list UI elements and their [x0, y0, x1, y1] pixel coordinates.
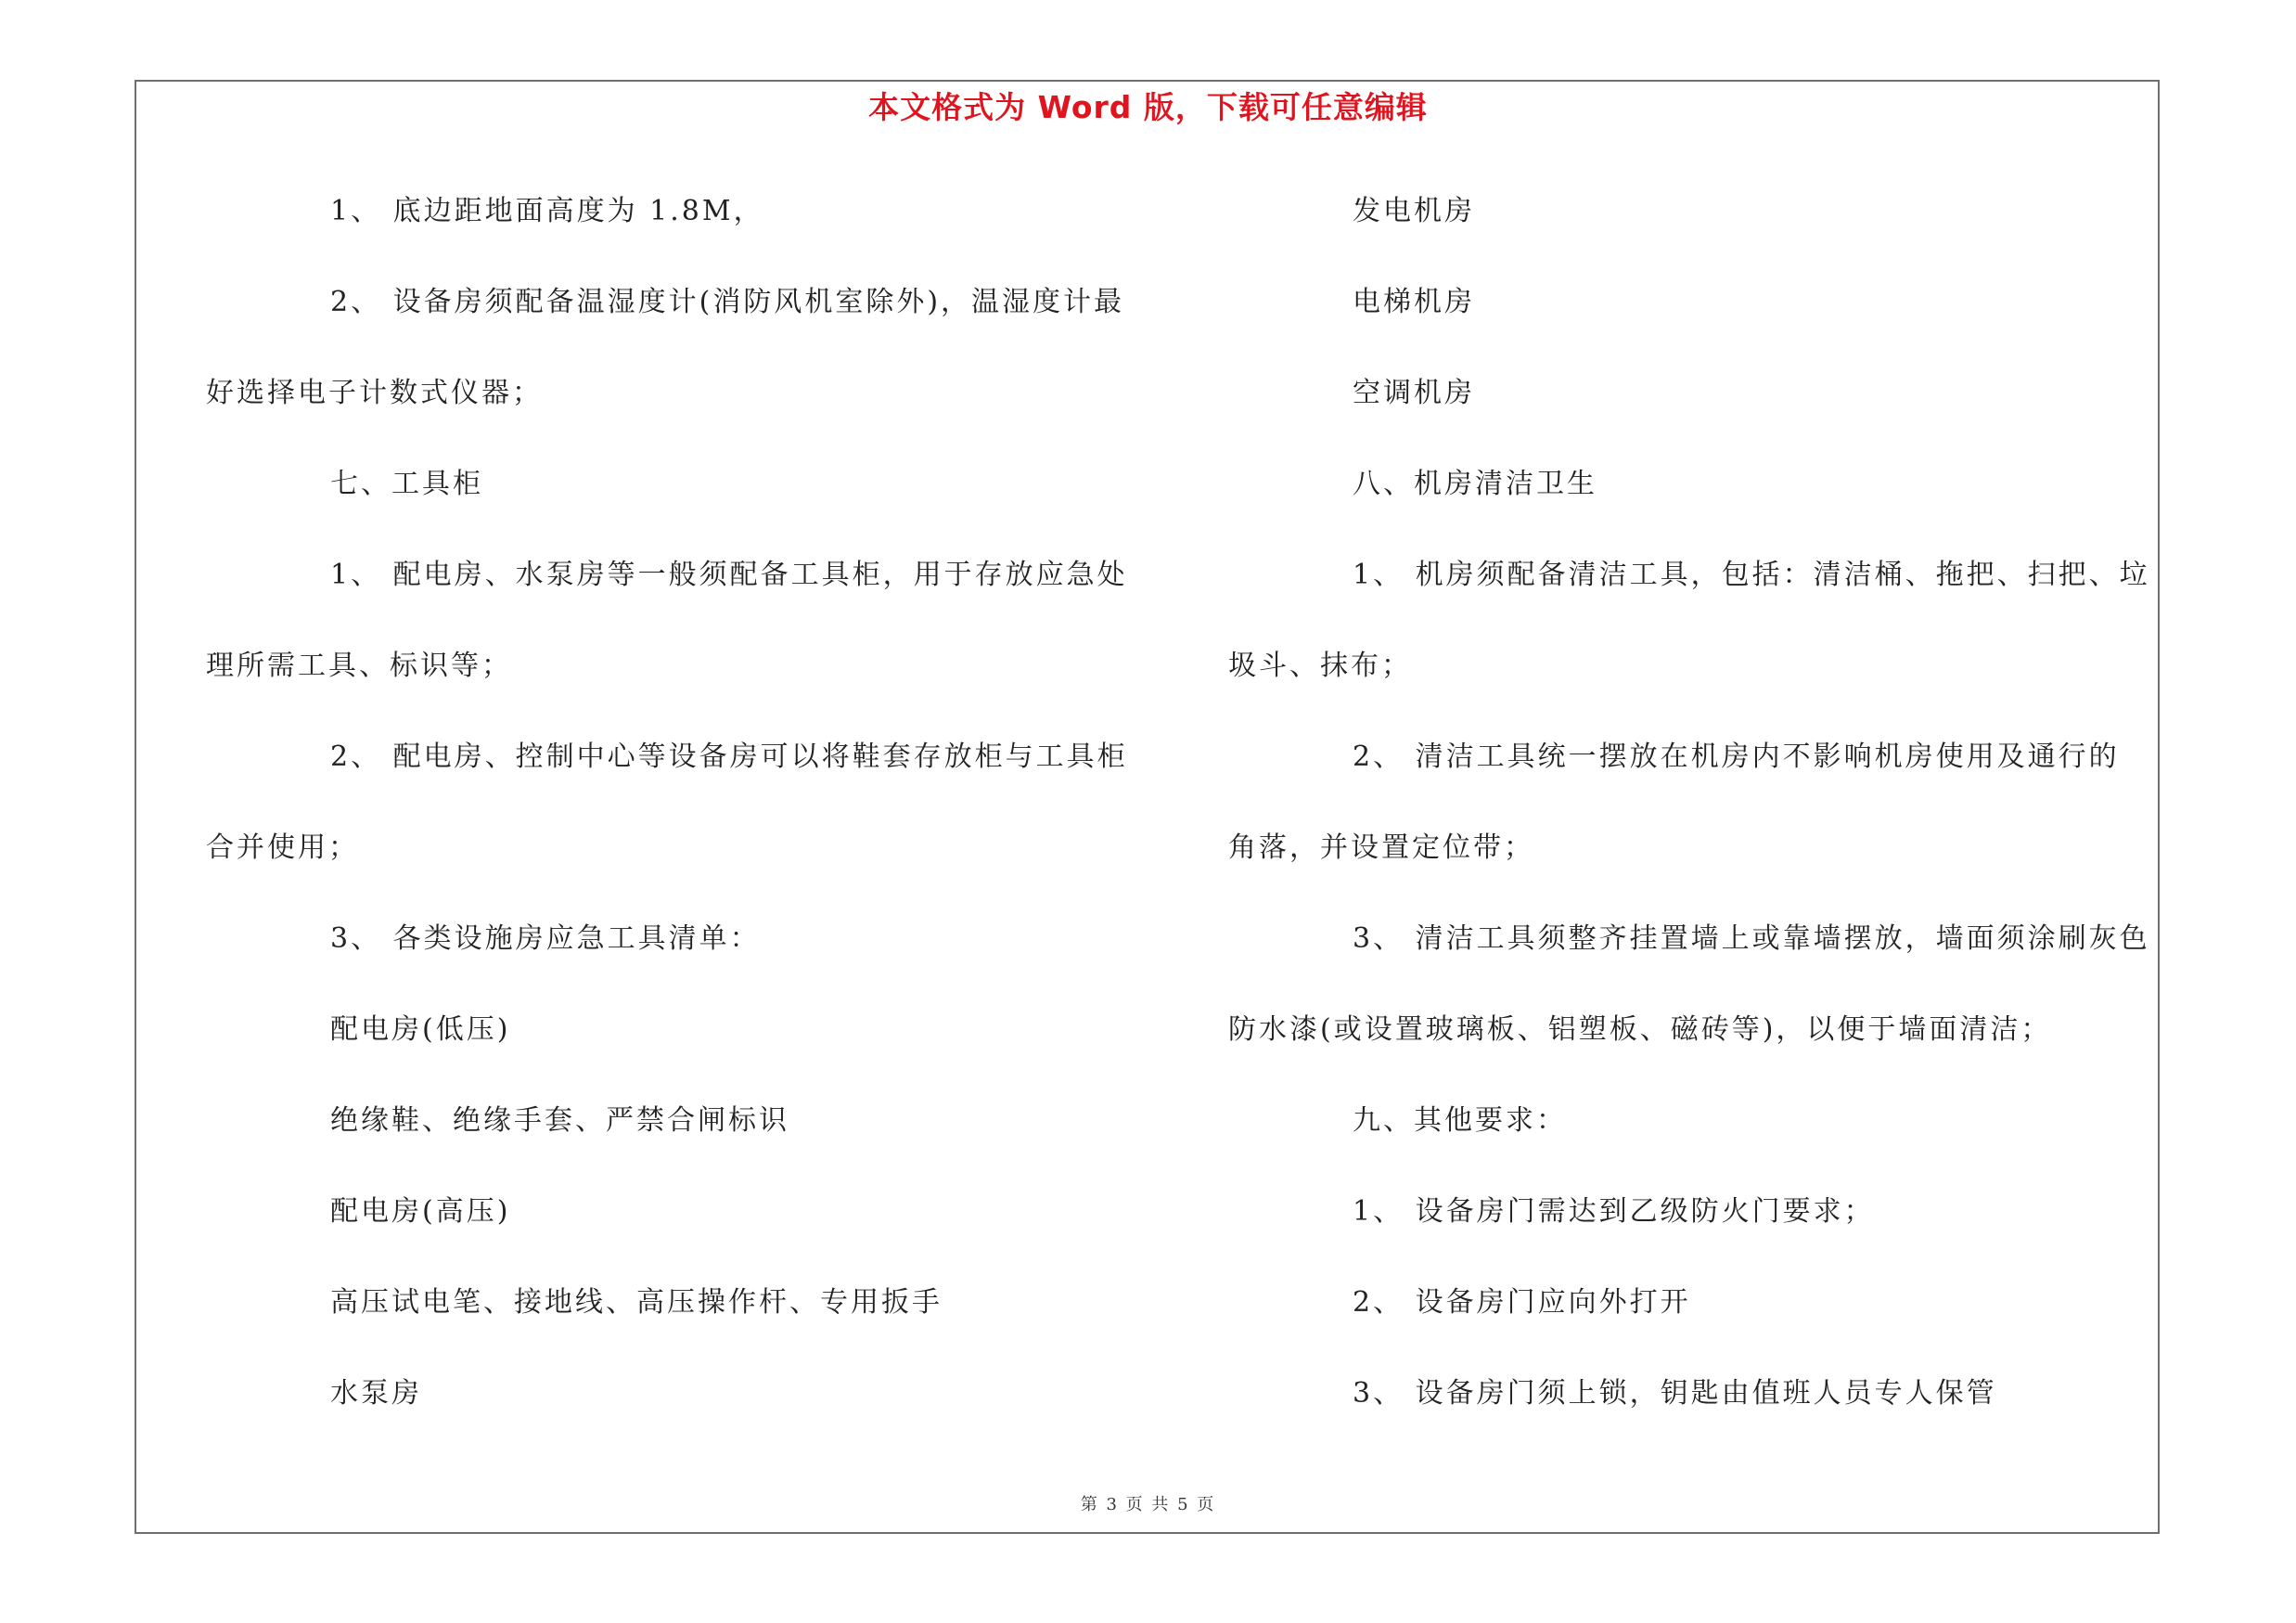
right-line-1: 发电机房: [1353, 195, 1475, 227]
right-line-9: 3、 清洁工具须整齐挂置墙上或靠墙摆放，墙面须涂刷灰色: [1353, 922, 2150, 955]
left-line-6: 理所需工具、标识等；: [206, 650, 512, 682]
left-line-12: 配电房(高压): [330, 1195, 511, 1228]
left-line-7: 2、 配电房、控制中心等设备房可以将鞋套存放柜与工具柜: [330, 741, 1128, 773]
document-banner: 本文格式为 Word 版，下载可任意编辑: [868, 89, 1428, 125]
right-section-heading-9: 九、其他要求：: [1353, 1104, 1567, 1137]
left-line-3: 好选择电子计数式仪器；: [206, 377, 543, 409]
right-line-12: 1、 设备房门需达到乙级防火门要求；: [1353, 1195, 1875, 1228]
left-line-11: 绝缘鞋、绝缘手套、严禁合闸标识: [330, 1104, 789, 1137]
right-line-14: 3、 设备房门须上锁，钥匙由值班人员专人保管: [1353, 1377, 1997, 1410]
right-line-10: 防水漆(或设置玻璃板、铝塑板、磁砖等)，以便于墙面清洁；: [1228, 1013, 2052, 1046]
right-line-5: 1、 机房须配备清洁工具，包括：清洁桶、拖把、扫把、垃: [1353, 559, 2150, 591]
right-section-heading-8: 八、机房清洁卫生: [1353, 468, 1597, 500]
left-line-5: 1、 配电房、水泵房等一般须配备工具柜，用于存放应急处: [330, 559, 1128, 591]
left-line-8: 合并使用；: [206, 831, 359, 864]
left-line-9: 3、 各类设施房应急工具清单：: [330, 922, 761, 955]
right-line-7: 2、 清洁工具统一摆放在机房内不影响机房使用及通行的: [1353, 741, 2120, 773]
right-line-13: 2、 设备房门应向外打开: [1353, 1286, 1691, 1319]
left-section-heading: 七、工具柜: [330, 468, 483, 500]
right-line-3: 空调机房: [1353, 377, 1475, 409]
right-line-6: 圾斗、抹布；: [1228, 650, 1412, 682]
right-line-8: 角落，并设置定位带；: [1228, 831, 1534, 864]
right-line-2: 电梯机房: [1353, 286, 1475, 318]
left-line-2: 2、 设备房须配备温湿度计(消防风机室除外)，温湿度计最: [330, 286, 1125, 318]
left-line-13: 高压试电笔、接地线、高压操作杆、专用扳手: [330, 1286, 943, 1319]
left-line-10: 配电房(低压): [330, 1013, 511, 1046]
left-line-1: 1、 底边距地面高度为 1.8M，: [330, 195, 764, 227]
left-line-14: 水泵房: [330, 1377, 422, 1410]
page-number: 第 3 页 共 5 页: [1080, 1495, 1216, 1514]
